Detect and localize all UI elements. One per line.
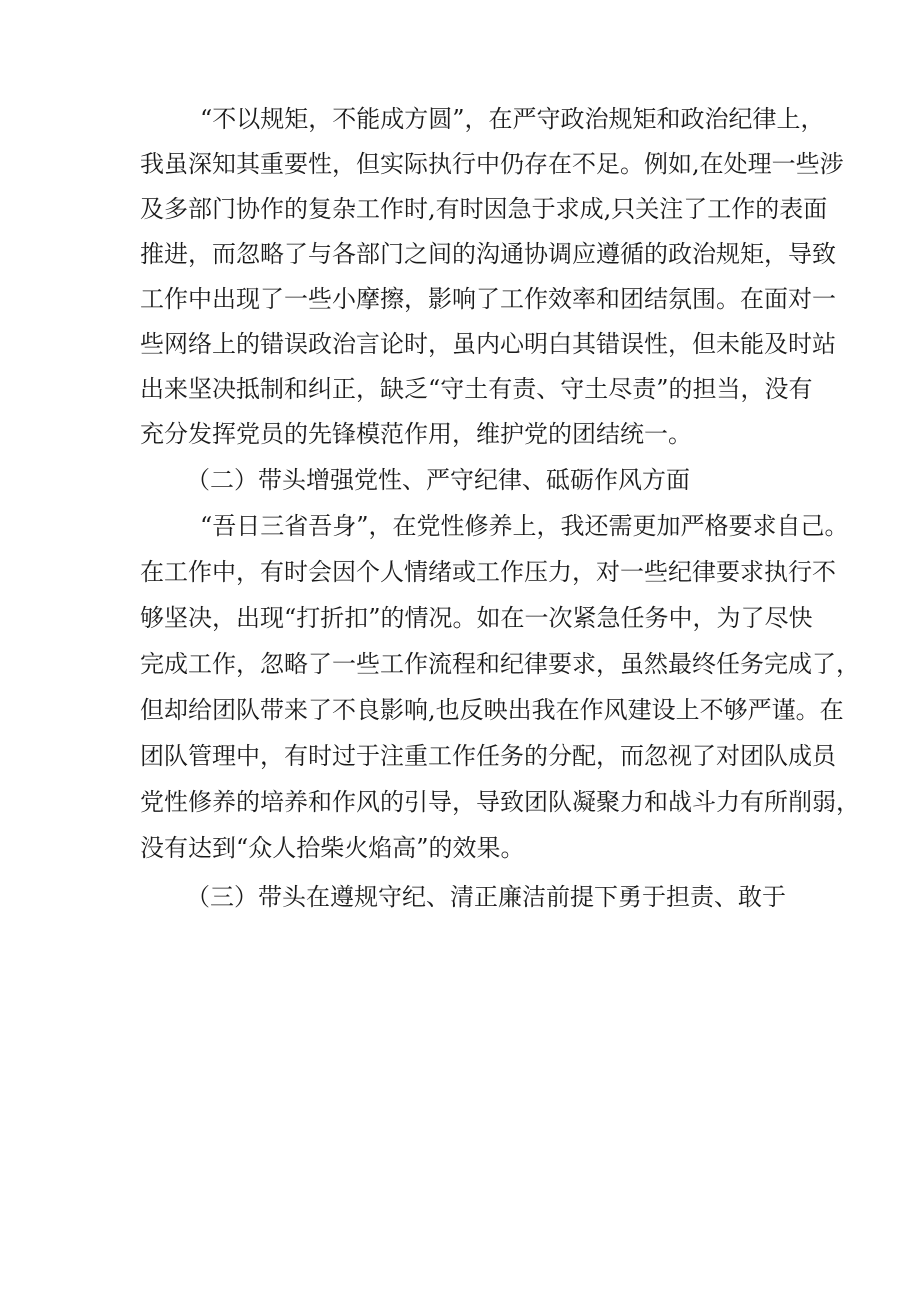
section-heading-2: （二）带头增强党性、严守纪律、砥砺作风方面 — [186, 466, 690, 494]
paragraph-2-line-5: 但却给团队带来了不良影响,也反映出我在作风建设上不够严谨。在 — [140, 696, 844, 724]
paragraph-2-line-7: 党性修养的培养和作风的引导，导致团队凝聚力和战斗力有所削弱， — [140, 788, 860, 816]
paragraph-1-line-5: 工作中出现了一些小摩擦，影响了工作效率和团结氛围。在面对一 — [140, 285, 836, 313]
paragraph-2-line-4: 完成工作，忽略了一些工作流程和纪律要求，虽然最终任务完成了， — [140, 650, 860, 678]
paragraph-2-line-2: 在工作中，有时会因个人情绪或工作压力，对一些纪律要求执行不 — [140, 558, 836, 586]
paragraph-2-line-8: 没有达到“众人拾柴火焰高”的效果。 — [140, 834, 525, 862]
paragraph-1-line-6: 些网络上的错误政治言论时，虽内心明白其错误性，但未能及时站 — [140, 330, 836, 358]
paragraph-1-line-7: 出来坚决抵制和纠正，缺乏“守土有责、守土尽责”的担当，没有 — [140, 375, 813, 403]
paragraph-2-line-1: “吾日三省吾身”，在党性修养上，我还需更加严格要求自己。 — [200, 512, 849, 540]
paragraph-1-line-2: 我虽深知其重要性，但实际执行中仍存在不足。例如,在处理一些涉 — [140, 150, 844, 178]
paragraph-2-line-3: 够坚决，出现“打折扣”的情况。如在一次紧急任务中，为了尽快 — [140, 604, 813, 632]
paragraph-1-line-4: 推进，而忽略了与各部门之间的沟通协调应遵循的政治规矩，导致 — [140, 240, 836, 268]
paragraph-1-line-8: 充分发挥党员的先锋模范作用，维护党的团结统一。 — [140, 420, 692, 448]
paragraph-2-line-6: 团队管理中，有时过于注重工作任务的分配，而忽视了对团队成员 — [140, 742, 836, 770]
section-heading-3: （三）带头在遵规守纪、清正廉洁前提下勇于担责、敢于 — [186, 883, 786, 911]
paragraph-1-line-3: 及多部门协作的复杂工作时,有时因急于求成,只关注了工作的表面 — [140, 195, 828, 223]
paragraph-1-line-1: “不以规矩，不能成方圆”，在严守政治规矩和政治纪律上， — [200, 105, 825, 133]
